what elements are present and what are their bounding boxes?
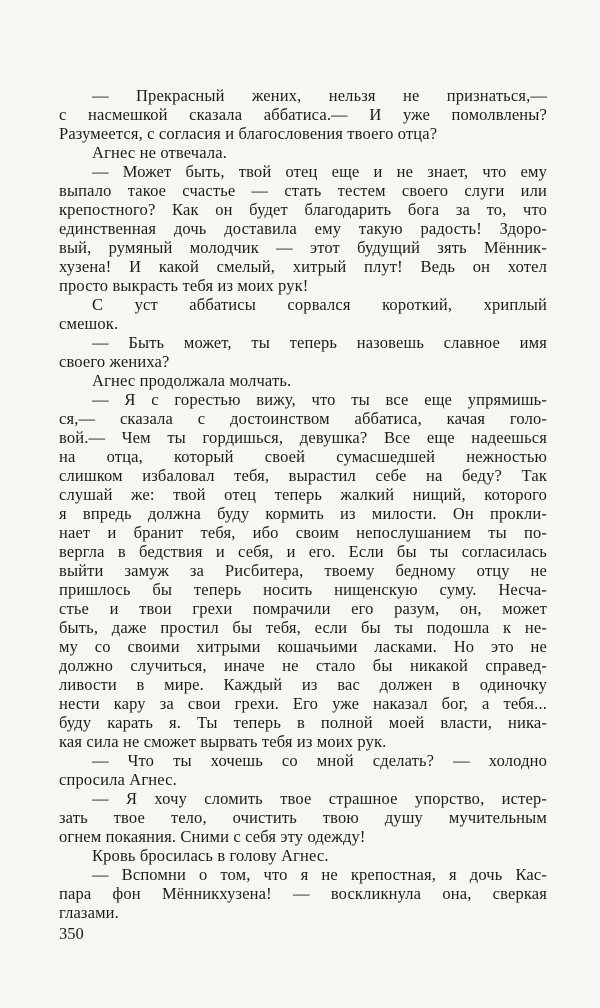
text-line: слишком избаловал тебя, вырастил себе на беду? Так <box>59 466 547 485</box>
text-line: хузена! И какой смелый, хитрый плут! Ведь он хотел <box>59 257 547 276</box>
page-text-block <box>59 86 547 922</box>
text-line: му со своими хитрыми кошачьими ласками. Но это не <box>59 637 547 656</box>
text-line: огнем покаяния. Сними с себя эту одежду! <box>59 827 366 846</box>
text-line: С уст аббатисы сорвался короткий, хриплый <box>92 295 547 314</box>
text-line: Агнес продолжала молчать. <box>92 371 292 390</box>
text-line: единственная дочь доставила ему такую радость! Здоро- <box>59 219 547 238</box>
text-line: стье и твои грехи помрачили его разум, он, может <box>59 599 547 618</box>
text-line: должно случиться, иначе не стало бы никакой справед- <box>59 656 547 675</box>
text-line: — Я с горестью вижу, что ты все еще упрямишь- <box>92 390 547 409</box>
text-line: я впредь должна буду кормить из милости. Он прокли- <box>59 504 547 523</box>
text-line: Кровь бросилась в голову Агнес. <box>92 846 329 865</box>
text-line: смешок. <box>59 314 119 333</box>
page-number: 350 <box>59 924 84 943</box>
text-line: вый, румяный молодчик — этот будущий зять Мённик- <box>59 238 547 257</box>
text-line: своего жениха? <box>59 352 170 371</box>
text-line: быть, даже простил бы тебя, если бы ты подошла к не- <box>59 618 547 637</box>
text-line: — Что ты хочешь со мной сделать? — холодно <box>92 751 547 770</box>
text-line: — Я хочу сломить твое страшное упорство, истер- <box>92 789 547 808</box>
text-line: пара фон Мённикхузена! — воскликнула она, сверкая <box>59 884 547 903</box>
text-line: выпало такое счастье — стать тестем своего слуги или <box>59 181 547 200</box>
text-line: ся,— сказала с достоинством аббатиса, качая голо- <box>59 409 547 428</box>
text-line: нести кару за свои грехи. Его уже наказал бог, а тебя... <box>59 694 547 713</box>
text-line: вой.— Чем ты гордишься, девушка? Все еще надеешься <box>59 428 547 447</box>
text-line: — Быть может, ты теперь назовешь славное имя <box>92 333 547 352</box>
text-line: — Прекрасный жених, нельзя не признаться,— <box>92 86 547 105</box>
text-line: Разумеется, с согласия и благословения твоего отца? <box>59 124 438 143</box>
text-line: Агнес не отвечала. <box>92 143 227 162</box>
text-line: крепостного? Как он будет благодарить бога за то, что <box>59 200 547 219</box>
text-line: пришлось бы теперь носить нищенскую суму. Несча- <box>59 580 547 599</box>
text-line: на отца, который своей сумасшедшей нежностью <box>59 447 547 466</box>
text-line: ливости в мире. Каждый из вас должен в одиночку <box>59 675 547 694</box>
text-line: — Вспомни о том, что я не крепостная, я дочь Кас- <box>92 865 547 884</box>
text-line: зать твое тело, очистить твою душу мучительным <box>59 808 547 827</box>
text-line: вергла в бедствия и себя, и его. Если бы ты согласилась <box>59 542 547 561</box>
text-line: просто выкрасть тебя из моих рук! <box>59 276 309 295</box>
text-line: нает и бранит тебя, ибо своим непослушанием ты по- <box>59 523 547 542</box>
text-line: глазами. <box>59 903 119 922</box>
text-line: — Может быть, твой отец еще и не знает, что ему <box>92 162 547 181</box>
text-line: с насмешкой сказала аббатиса.— И уже помолвлены? <box>59 105 547 124</box>
text-line: выйти замуж за Рисбитера, твоему бедному отцу не <box>59 561 547 580</box>
text-line: буду карать я. Ты теперь в полной моей власти, ника- <box>59 713 547 732</box>
text-line: кая сила не сможет вырвать тебя из моих рук. <box>59 732 387 751</box>
text-line: спросила Агнес. <box>59 770 177 789</box>
text-line: слушай же: твой отец теперь жалкий нищий, которого <box>59 485 547 504</box>
